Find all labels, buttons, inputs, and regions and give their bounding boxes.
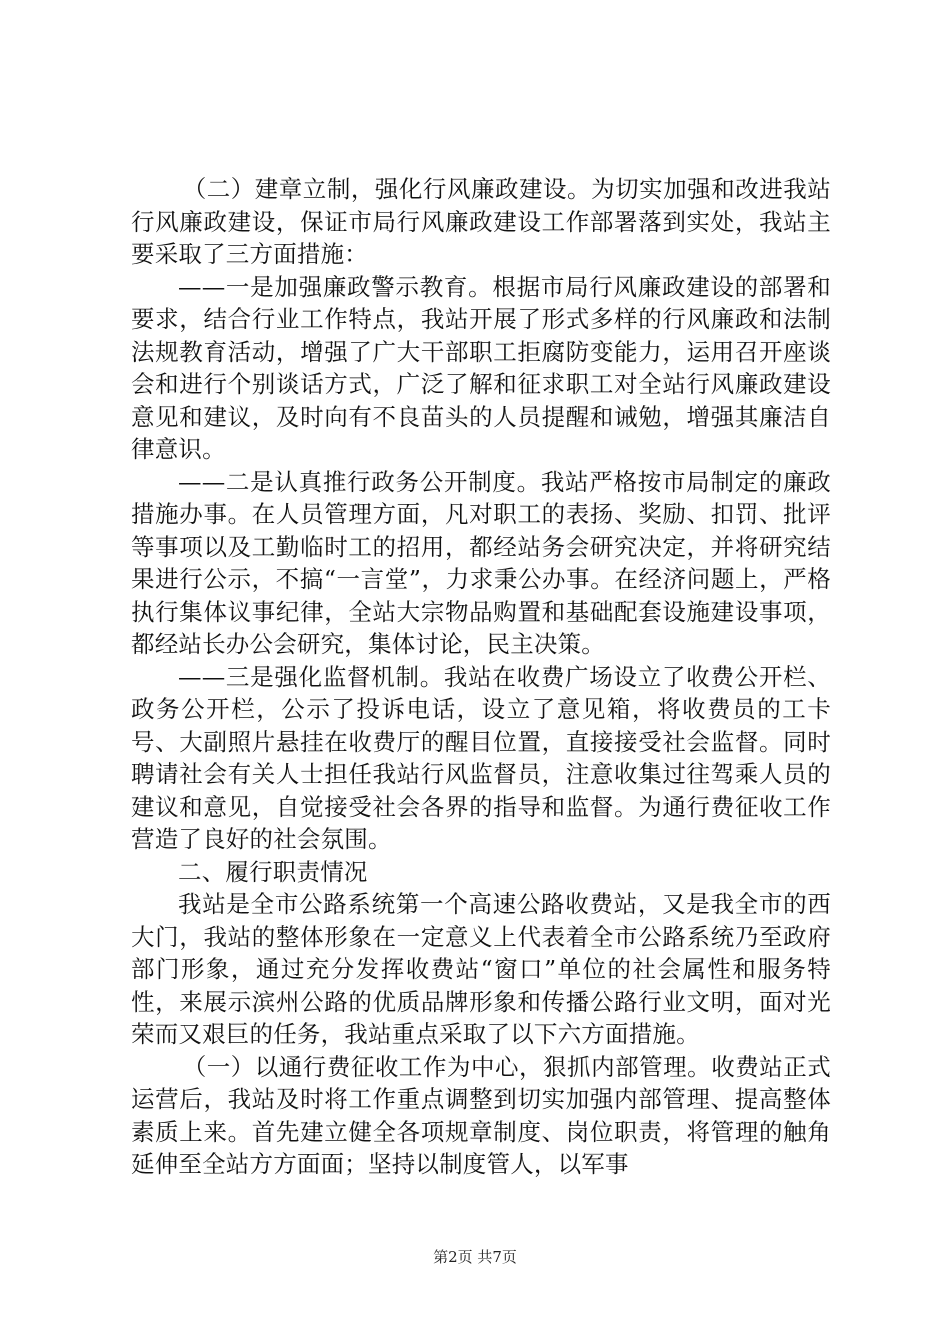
document-body — [131, 173, 831, 1181]
page-number-footer: 第2页 共7页 — [433, 1248, 517, 1266]
paragraph-warning-education: ——一是加强廉政警示教育。根据市局行风廉政建设的部署和要求，结合行业工作特点，我站开展了形式多样的行风廉政和法制法规教育活动，增强了广大干部职工拒腐防变能力，运用召开座谈会和进行个别谈话方式，广泛了解和征求职工对全站行风廉政建设意见和建议，及时向有不良苗头的人员提醒和诫勉，增强其廉洁自律意识。 — [131, 272, 831, 463]
paragraph-open-affairs: ——二是认真推行政务公开制度。我站严格按市局制定的廉政措施办事。在人员管理方面，凡对职工的表扬、奖励、扣罚、批评等事项以及工勤临时工的招用，都经站务会研究决定，并将研究结果进行公示，不搞“一言堂”，力求秉公办事。在经济问题上，严格执行集体议事纪律，全站大宗物品购置和基础配套设施建设事项，都经站长办公会研究，集体讨论，民主决策。 — [131, 467, 831, 658]
paragraph-internal-management: （一）以通行费征收工作为中心，狠抓内部管理。收费站正式运营后，我站及时将工作重点调整到切实加强内部管理、提高整体素质上来。首先建立健全各项规章制度、岗位职责，将管理的触角延伸至全站方方面面；坚持以制度管人，以军事 — [131, 1052, 831, 1178]
paragraph-supervision: ——三是强化监督机制。我站在收费广场设立了收费公开栏、政务公开栏，公示了投诉电话，设立了意见箱，将收费员的工卡号、大副照片悬挂在收费厅的醒目位置，直接接受社会监督。同时聘请社会有关人士担任我站行风监督员，注意收集过往驾乘人员的建议和意见，自觉接受社会各界的指导和监督。为通行费征收工作营造了良好的社会氛围。 — [131, 662, 831, 853]
paragraph-rules-heading: （二）建章立制，强化行风廉政建设。为切实加强和改进我站行风廉政建设，保证市局行风廉政建设工作部署落到实处，我站主要采取了三方面措施： — [131, 175, 831, 268]
paragraph-station-overview: 我站是全市公路系统第一个高速公路收费站，又是我全市的西大门，我站的整体形象在一定意义上代表着全市公路系统乃至政府部门形象，通过充分发挥收费站“窗口”单位的社会属性和服务特性，来展示滨州公路的优质品牌形象和传播公路行业文明，面对光荣而又艰巨的任务，我站重点采取了以下六方面措施。 — [131, 890, 831, 1048]
section-heading-duties: 二、履行职责情况 — [178, 857, 368, 886]
